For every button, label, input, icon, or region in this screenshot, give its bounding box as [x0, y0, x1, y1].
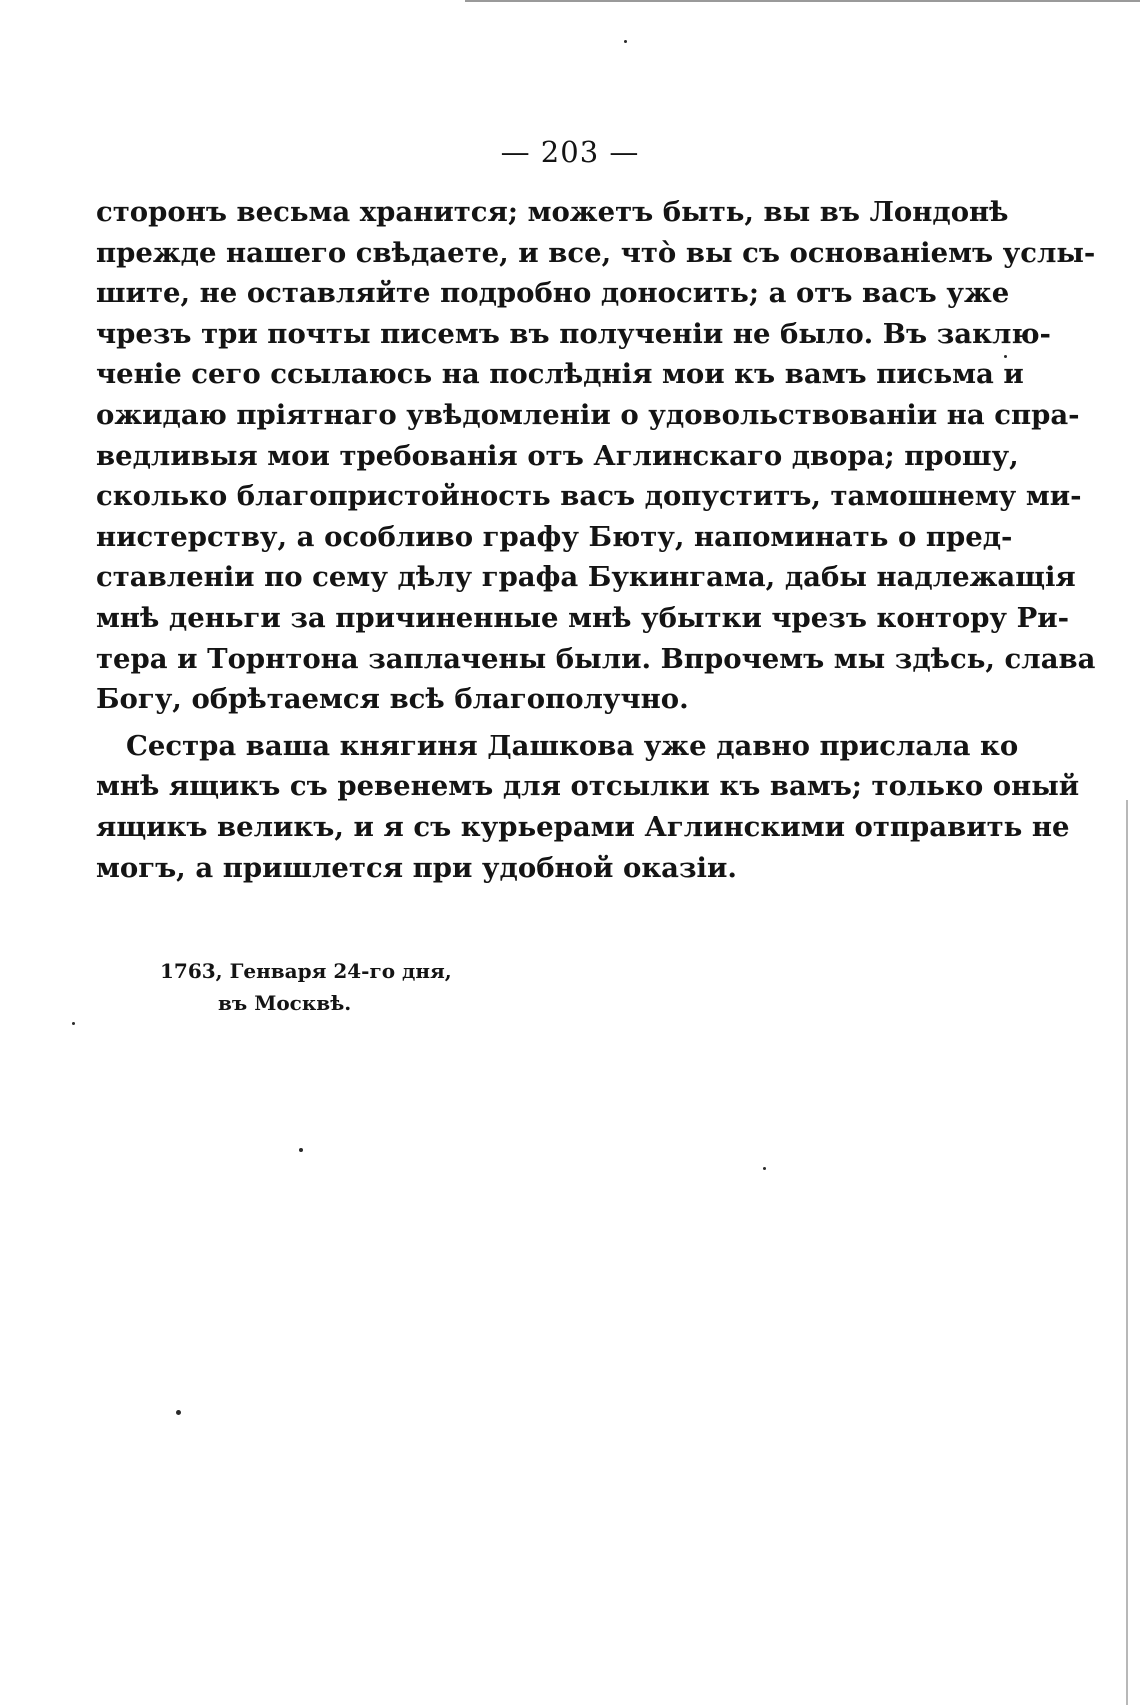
signature-date: 1763, Генваря 24-го дня,	[160, 959, 452, 983]
print-speck	[72, 1022, 75, 1025]
print-speck	[763, 1167, 766, 1170]
text-line: нистерству, а особливо графу Бюту, напоминать о пред-	[96, 520, 1013, 553]
text-line: ченіе сего ссылаюсь на послѣднія мои къ вамъ письма и	[96, 358, 1024, 391]
print-speck	[624, 40, 627, 43]
text-line: чрезъ три почты писемъ въ полученіи не было. Въ заклю-	[96, 317, 1051, 350]
text-line: ожидаю пріятнаго увѣдомленіи о удовольствованіи на спра-	[96, 398, 1080, 431]
text-line: сторонъ весьма хранится; можетъ быть, вы въ Лондонѣ	[96, 196, 1009, 228]
paragraph	[96, 726, 1080, 888]
signature-place: въ Москвѣ.	[218, 991, 352, 1015]
text-line: ведливыя мои требованія отъ Аглинскаго двора; прошу,	[96, 439, 1019, 472]
page-edge-shadow	[1126, 800, 1128, 1705]
print-speck	[176, 1410, 181, 1415]
text-line: мнѣ ящикъ съ ревенемъ для отсылки къ вамъ; только оный	[96, 770, 1080, 803]
letter-body	[96, 192, 1096, 888]
text-line: могъ, а пришлется при удобной оказіи.	[96, 851, 737, 884]
top-edge-rule	[465, 0, 1140, 2]
text-line: Сестра ваша княгиня Дашкова уже давно прислала ко	[126, 729, 1019, 762]
text-line: Богу, обрѣтаемся всѣ благополучно.	[96, 683, 689, 716]
text-line: сколько благопристойность васъ допуститъ, тамошнему ми-	[96, 480, 1082, 513]
text-line: ставленіи по сему дѣлу графа Букингама, дабы надлежащія	[96, 561, 1076, 594]
text-line: мнѣ деньги за причиненные мнѣ убытки чрезъ контору Ри-	[96, 601, 1070, 634]
print-speck	[299, 1148, 303, 1152]
text-line: тера и Торнтона заплачены были. Впрочемъ мы здѣсь, слава	[96, 642, 1096, 675]
text-line: прежде нашего свѣдаете, и все, чтò вы съ основаніемъ услы-	[96, 236, 1096, 269]
page-number: — 203 —	[500, 135, 640, 169]
text-line: шите, не оставляйте подробно доносить; а отъ васъ уже	[96, 277, 1010, 310]
text-line: ящикъ великъ, и я съ курьерами Аглинскими отправить не	[96, 810, 1070, 843]
paragraph	[96, 192, 1096, 720]
